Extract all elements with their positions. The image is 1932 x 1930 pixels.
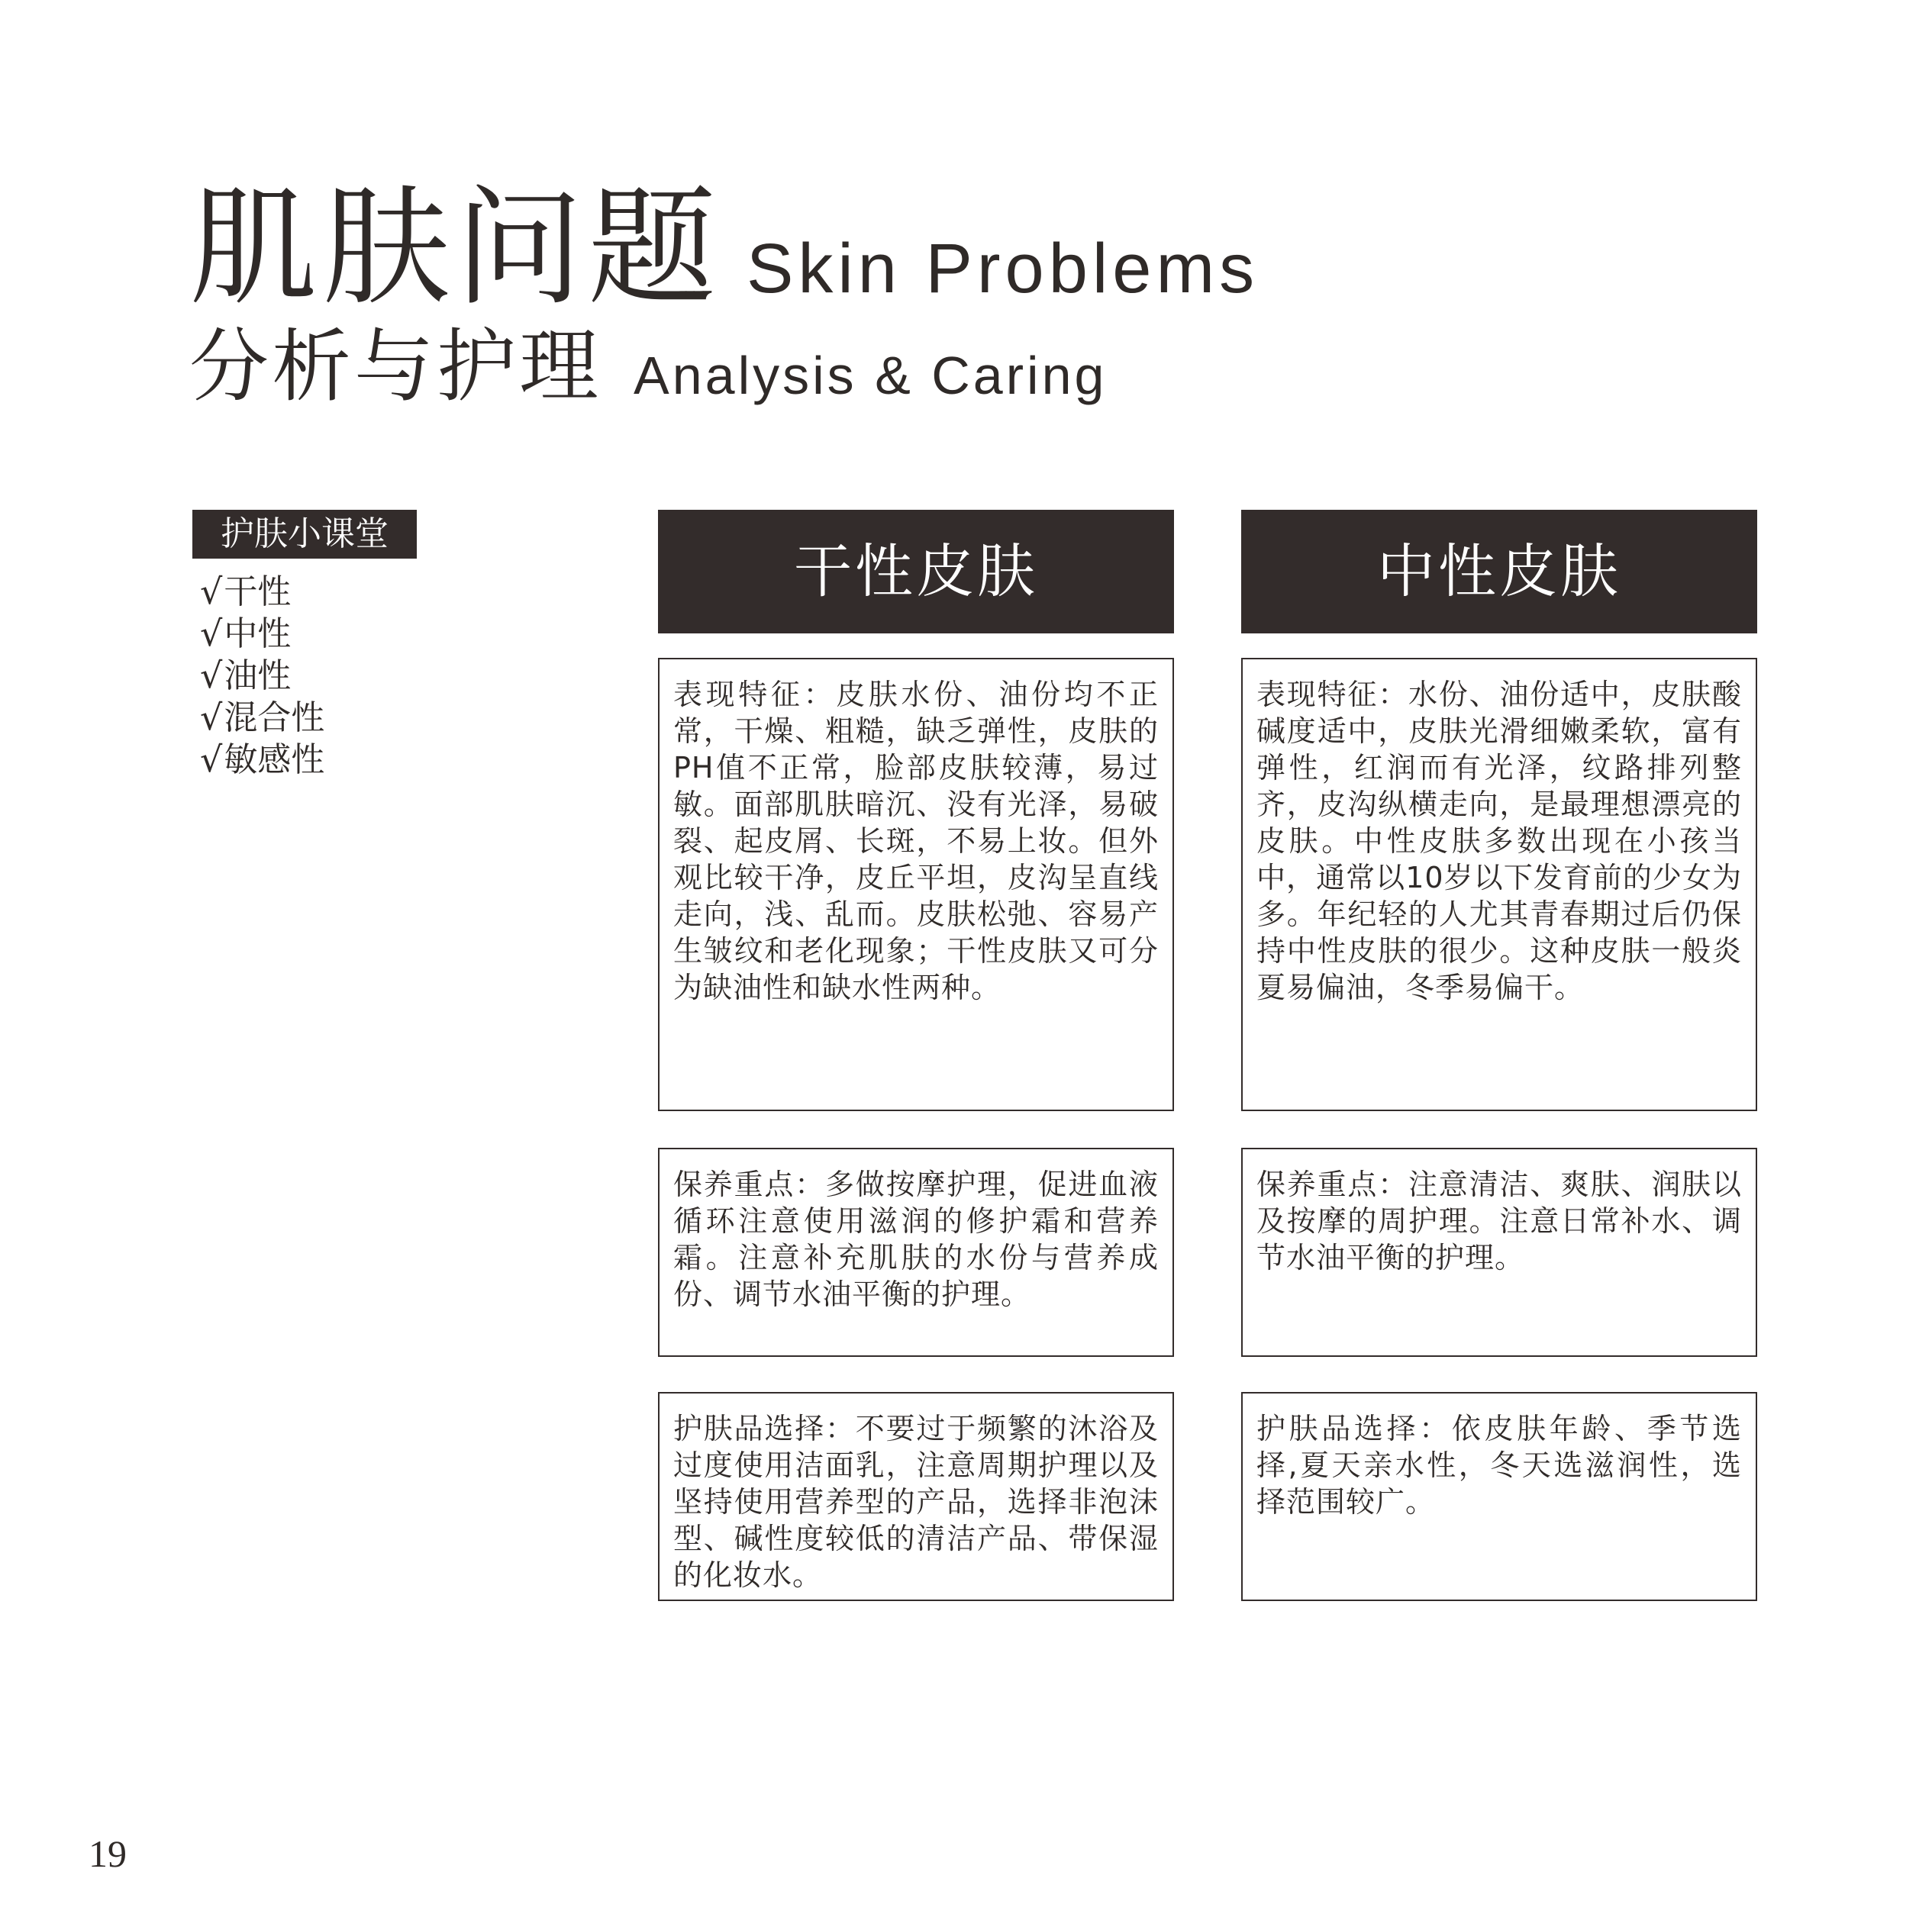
title-line-2: [189, 313, 1259, 420]
checklist-item: [200, 571, 324, 613]
checklist-item-label: 油性: [224, 656, 292, 695]
neutral-skin-features-card: 表现特征：水份、油份适中，皮肤酸碱度适中，皮肤光滑细嫩柔软，富有弹性，红润而有光泽，纹路排列整齐，皮沟纵横走向，是最理想漂亮的皮肤。中性皮肤多数出现在小孩当中，通常以10岁以下发育前的少女为多。年纪轻的人尤其青春期过后仍保持中性皮肤的很少。这种皮肤一般炎夏易偏油，冬季易偏干。: [1241, 658, 1757, 1111]
check-icon: √: [200, 739, 223, 780]
check-icon: √: [200, 613, 223, 654]
title-zh-sub: 分析与护理: [189, 320, 602, 413]
title-zh-main: 肌肤问题: [189, 173, 721, 323]
checklist-item: [200, 697, 324, 739]
page-title: [189, 173, 1260, 420]
dry-skin-features-card: 表现特征：皮肤水份、油份均不正常，干燥、粗糙，缺乏弹性，皮肤的PH值不正常，脸部皮肤较薄，易过敏。面部肌肤暗沉、没有光泽，易破裂、起皮屑、长斑，不易上妆。但外观比较干净，皮丘平坦，皮沟呈直线走向，浅、乱而。皮肤松弛、容易产生皱纹和老化现象；干性皮肤又可分为缺油性和缺水性两种。: [658, 658, 1174, 1111]
neutral-skin-care-card: 保养重点：注意清洁、爽肤、润肤以及按摩的周护理。注意日常补水、调节水油平衡的护理。: [1241, 1148, 1757, 1357]
dry-skin-care-card: 保养重点：多做按摩护理，促进血液循环注意使用滋润的修护霜和营养霜。注意补充肌肤的水份与营养成份、调节水油平衡的护理。: [658, 1148, 1174, 1357]
dry-skin-header: 干性皮肤: [658, 510, 1174, 633]
neutral-skin-header: 中性皮肤: [1241, 510, 1757, 633]
neutral-skin-column: [1241, 510, 1757, 1519]
checklist-item-label: 中性: [224, 614, 292, 653]
neutral-skin-products-card: 护肤品选择：依皮肤年龄、季节选择,夏天亲水性，冬天选滋润性，选择范围较广。: [1241, 1392, 1757, 1601]
checklist-item-label: 敏感性: [224, 740, 325, 779]
title-en-main: Skin Problems: [747, 230, 1260, 308]
check-icon: √: [200, 697, 223, 738]
skin-type-checklist: [200, 571, 324, 781]
checklist-item: [200, 739, 324, 781]
check-icon: √: [200, 571, 223, 612]
check-icon: √: [200, 655, 223, 696]
dry-skin-column: [658, 510, 1174, 1592]
checklist-item: [200, 613, 324, 655]
dry-skin-products-card: 护肤品选择：不要过于频繁的沐浴及过度使用洁面乳，注意周期护理以及坚持使用营养型的产品，选择非泡沫型、碱性度较低的清洁产品、带保湿的化妆水。: [658, 1392, 1174, 1601]
title-line-1: [189, 173, 1260, 323]
skincare-lesson-badge: 护肤小课堂: [192, 510, 417, 559]
title-en-sub: Analysis & Caring: [634, 346, 1108, 405]
checklist-item-label: 干性: [224, 572, 292, 611]
checklist-item-label: 混合性: [224, 698, 325, 737]
page-number: 19: [89, 1832, 127, 1875]
checklist-item: [200, 655, 324, 697]
